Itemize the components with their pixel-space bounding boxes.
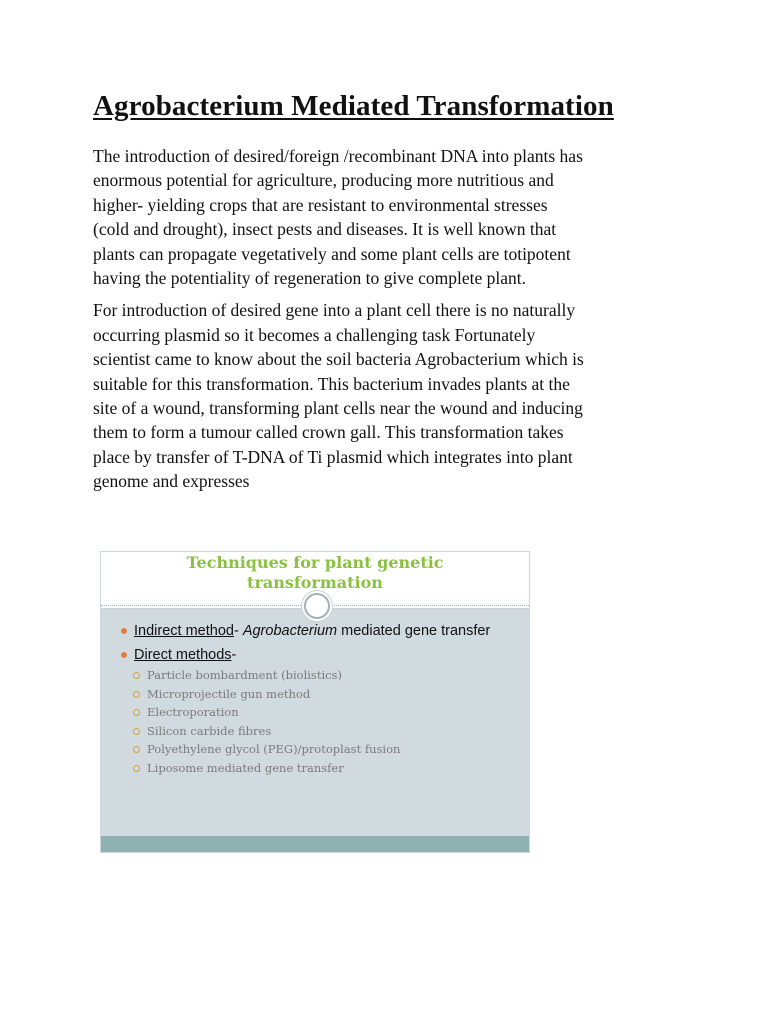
bullet-dot-icon (121, 652, 127, 658)
slide-title: Techniques for plant genetic transformation (186, 553, 444, 592)
ring-bullet-icon (133, 709, 140, 716)
indirect-method-organism: Agrobacterium (242, 623, 338, 639)
slide-bullet-list (119, 622, 519, 777)
direct-method-item: Liposome mediated gene transfer (119, 759, 519, 778)
indirect-method-separator: - (233, 623, 243, 639)
bullet-indirect-method (119, 622, 519, 640)
ring-bullet-icon (133, 746, 140, 753)
indirect-method-rest: mediated gene transfer (337, 623, 491, 639)
direct-methods-label: Direct methods (134, 647, 232, 663)
direct-method-item: Particle bombardment (biolistics) (119, 666, 519, 685)
slide-footer-bar (101, 836, 529, 852)
direct-method-item: Silicon carbide fibres (119, 722, 519, 741)
slide-image (100, 551, 530, 853)
paragraph-intro: The introduction of desired/foreign /recombinant DNA into plants has enormous potential for agriculture, producing more nutritious and higher- yielding crops that are resistant to environmental stresses (cold and drought), insect pests and diseases. It is well known that plants can propagate vegetatively and some plant cells are totipotent having the potentiality of regeneration to give complete plant. (93, 146, 583, 289)
ring-bullet-icon (133, 691, 140, 698)
ring-bullet-icon (133, 672, 140, 679)
paragraph-agrobacterium: For introduction of desired gene into a plant cell there is no naturally occurring plasmid so it becomes a challenging task Fortunately scientist came to know about the soil bacteria Agrobacterium which is suitable for this transformation. This bacterium invades plants at the site of a wound, transforming plant cells near the wound and inducing them to form a tumour called crown gall. This transformation takes place by transfer of T-DNA of Ti plasmid which integrates into plant genome and expresses (93, 300, 584, 492)
direct-methods-list (119, 666, 519, 777)
slide-circle-ornament (304, 593, 330, 619)
ring-bullet-icon (133, 765, 140, 772)
direct-methods-separator: - (231, 647, 237, 663)
document-title: Agrobacterium Mediated Transformation (93, 90, 614, 122)
indirect-method-label: Indirect method (134, 623, 234, 639)
ring-bullet-icon (133, 728, 140, 735)
direct-method-item: Polyethylene glycol (PEG)/protoplast fusion (119, 740, 519, 759)
direct-method-item: Electroporation (119, 703, 519, 722)
bullet-direct-methods (119, 646, 519, 664)
direct-method-item: Microprojectile gun method (119, 685, 519, 704)
document-page (93, 88, 683, 502)
bullet-dot-icon (121, 628, 127, 634)
